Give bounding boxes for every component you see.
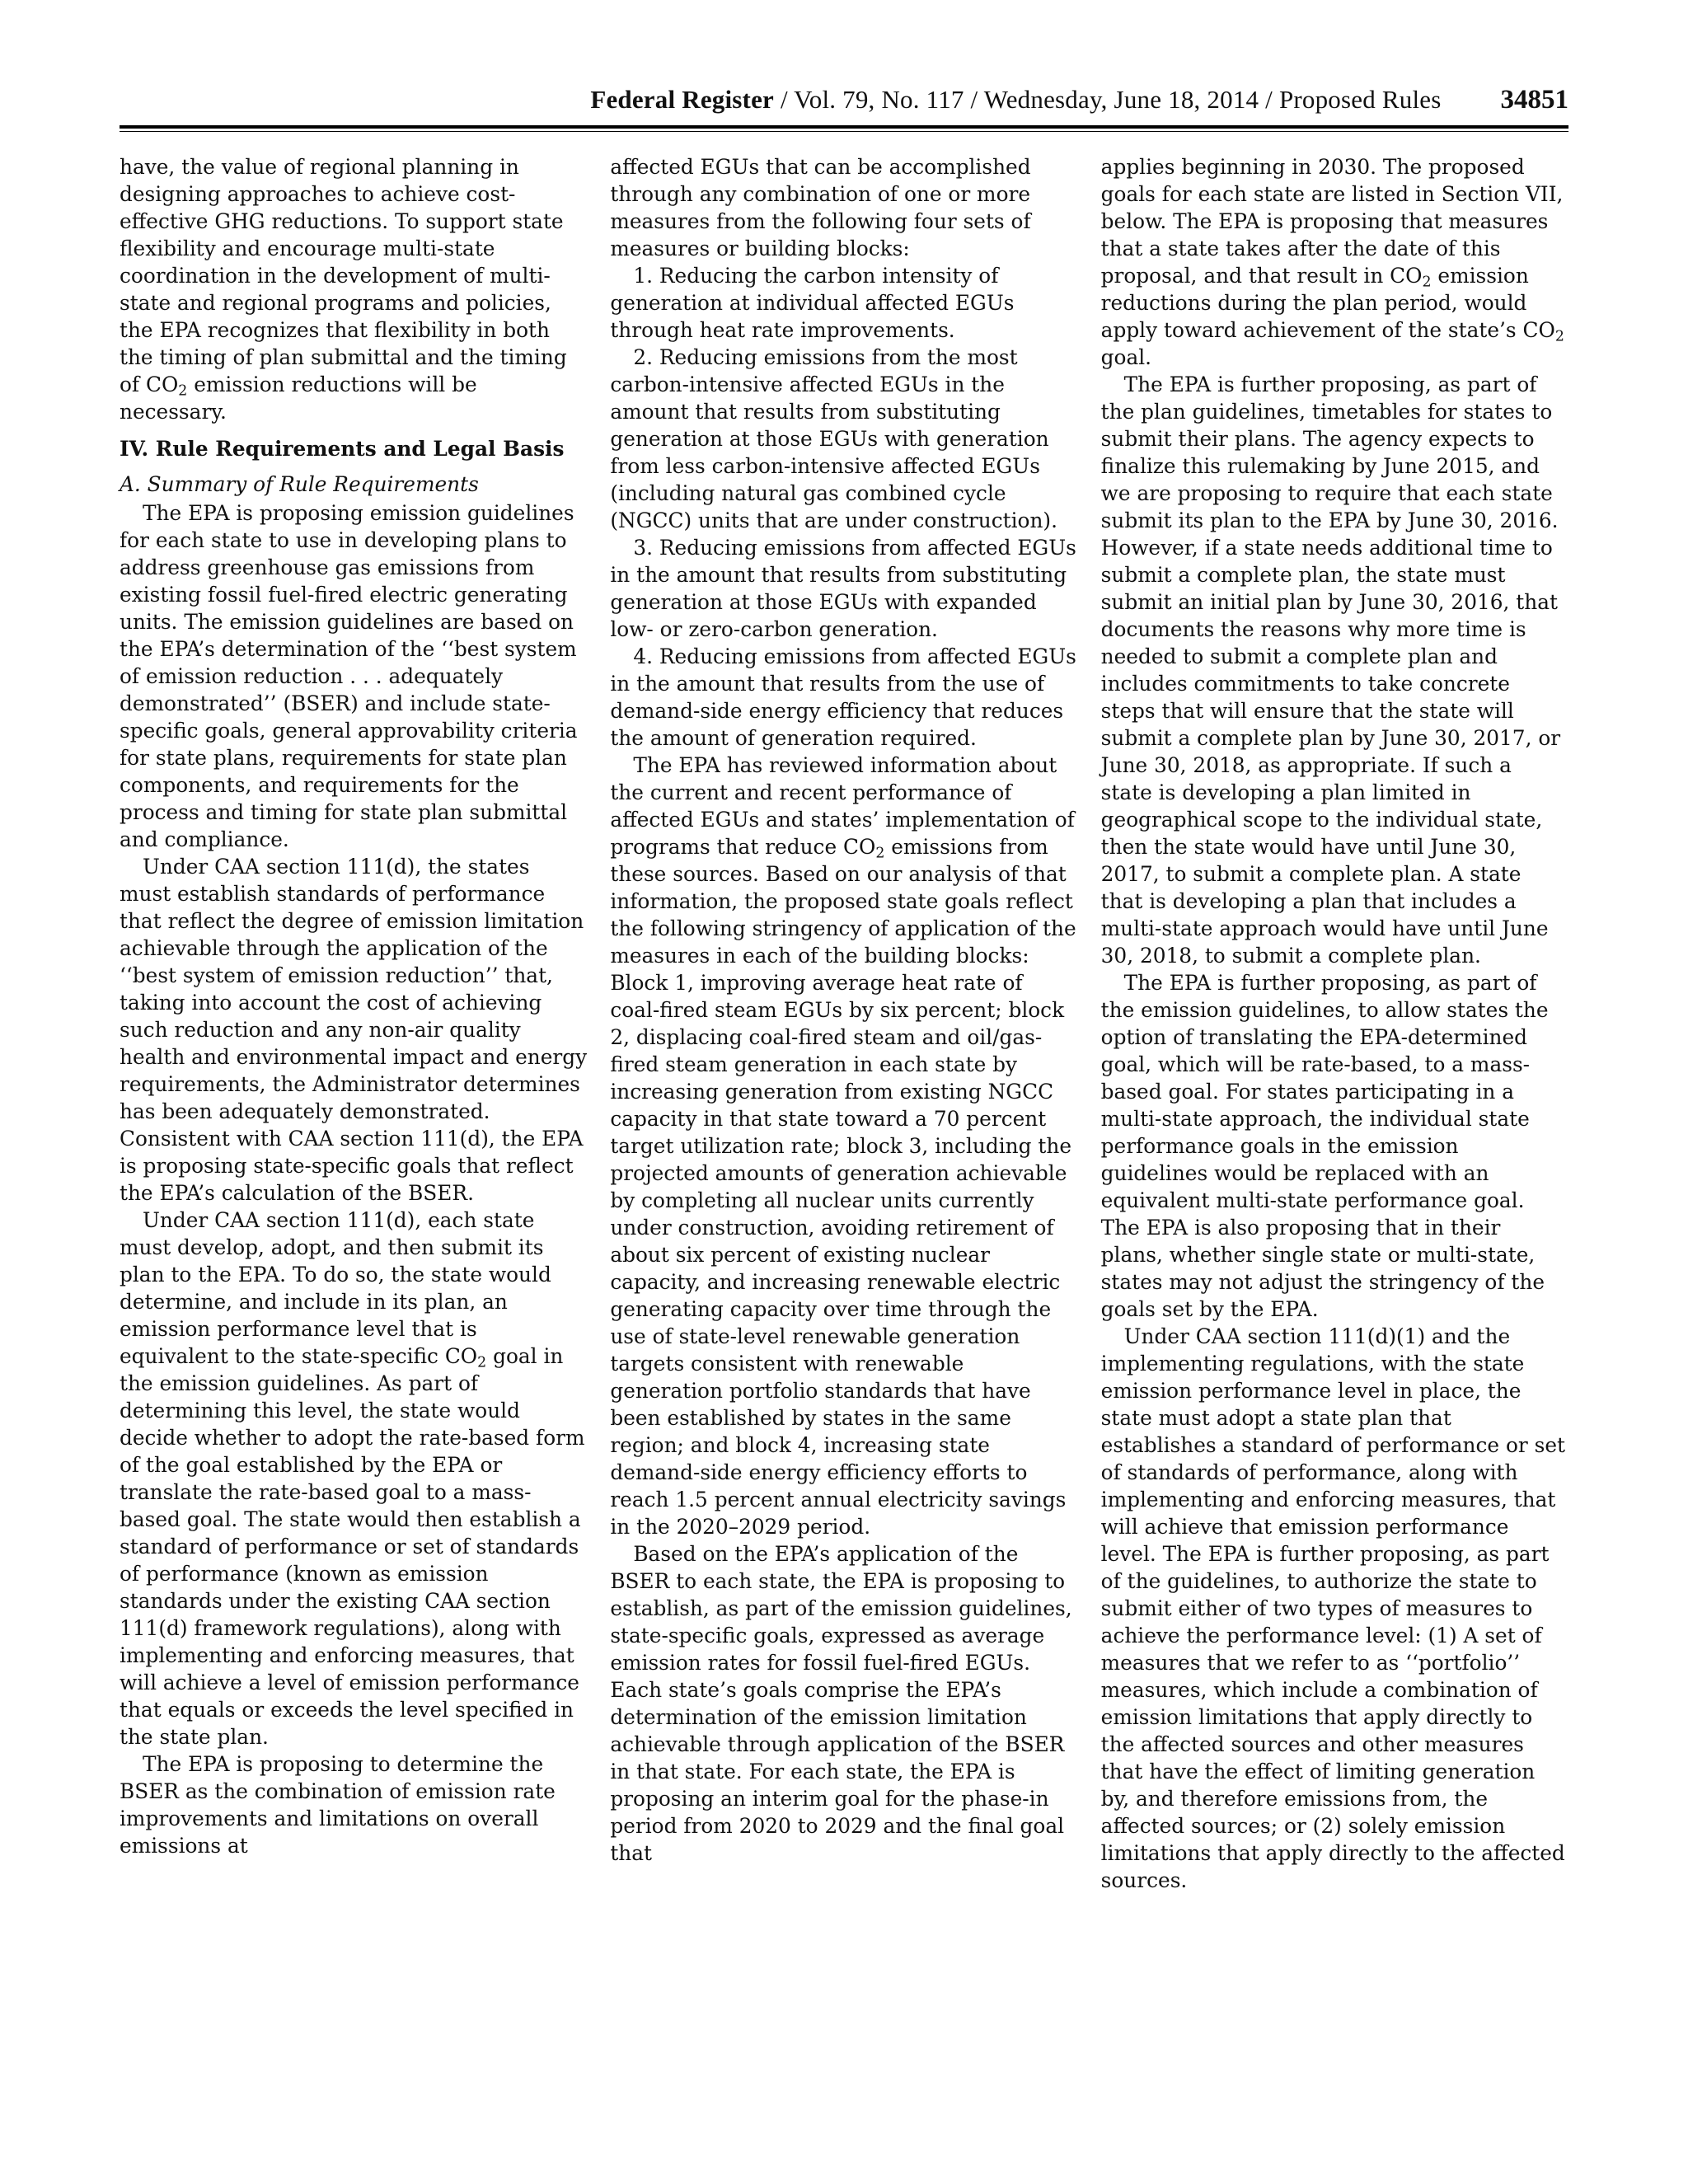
text: emissions from these sources. Based on our analysis of that information, the proposed state goals reflect the following stringency of application of the measures in each of the building blocks: Block 1, improving average heat rate of coal-fired steam EGUs by six percent; block 2, displacing coal-fired steam and oil/gas-fired steam generation in each state by increasing generation from existing NGCC capacity in that state toward a 70 percent target utilization rate; block 3, including the projected amounts of generation achievable by completing all nuclear units currently under construction, avoiding retirement of about six percent of existing nuclear capacity, and increasing renewable electric generating capacity over time through the use of state-level renewable generation targets consistent with renewable generation portfolio standards that have been established by states in the same region; and block 4, increasing state demand-side energy efficiency efforts to reach 1.5 percent annual electricity savings in the 2020–2029 period. (610, 835, 1076, 1539)
paragraph: affected EGUs that can be accomplished through any combination of one or more measures from the following four sets of measures or building blocks: (610, 155, 1031, 260)
paragraph: Under CAA section 111(d), the states must establish standards of performance that reflect the degree of emission limitation achievable through the application of the ‘‘best system of emission reduction’’ that, taking into account the cost of achieving such reduction and any non-air quality health and environmental impact and energy requirements, the Administrator determines has been adequately demonstrated. Consistent with CAA section 111(d), the EPA is proposing state-specific goals that reflect the EPA’s calculation of the BSER. (120, 855, 588, 1205)
subscript: 2 (1422, 274, 1432, 291)
text: goal in the emission guidelines. As part of determining this level, the state would decide whether to adopt the rate-based form of the goal established by the EPA or translate the rate-based goal to a mass-based goal. The state would then establish a standard of performance or set of standards of performance (known as emission standards under the existing CAA section 111(d) framework regulations), along with implementing and enforcing measures, that will achieve a level of emission performance that equals or exceeds the level specified in the state plan. (120, 1344, 585, 1749)
subscript: 2 (178, 382, 188, 400)
text: Under CAA section 111(d), each state must develop, adopt, and then submit its plan to the EPA. To do so, the state would determine, and include in its plan, an emission performance level that is equivalent to the state-specific CO (120, 1208, 551, 1368)
subscript: 2 (1554, 328, 1564, 345)
paragraph: Based on the EPA’s application of the BSER to each state, the EPA is proposing to establish, as part of the emission guidelines, state-specific goals, expressed as average emission rates for fossil fuel-fired EGUs. Each state’s goals comprise the EPA’s determination of the emission limitation achievable through application of the BSER in that state. For each state, the EPA is proposing an interim goal for the phase-in period from 2020 to 2029 and the final goal that (610, 1542, 1072, 1865)
paragraph: The EPA is further proposing, as part of the emission guidelines, to allow states the option of translating the EPA-determined goal, which will be rate-based, to a mass-based goal. For states participating in a multi-state approach, the individual state performance goals in the emission guidelines would be replaced with an equivalent multi-state performance goal. The EPA is also proposing that in their plans, whether single state or multi-state, states may not adjust the stringency of the goals set by the EPA. (1100, 971, 1549, 1321)
section-heading: IV. Rule Requirements and Legal Basis (120, 437, 565, 461)
text: have, the value of regional planning in designing approaches to achieve cost-effective GHG reductions. To support state flexibility and encourage multi-state coordination in the development of multi-state and regional programs and policies, the EPA recognizes that flexibility in both the timing of plan submittal and the timing of CO (120, 155, 567, 396)
list-item: 3. Reducing emissions from affected EGUs in the amount that results from substituting generation at those EGUs with expanded low- or zero-carbon generation. (610, 536, 1076, 641)
subsection-heading: A. Summary of Rule Requirements (120, 472, 479, 496)
body-columns (120, 153, 1568, 1894)
paragraph: The EPA is proposing to determine the BSER as the combination of emission rate improvements and limitations on overall emissions at (120, 1752, 556, 1858)
paragraph: Under CAA section 111(d)(1) and the implementing regulations, with the state emission performance level in place, the state must adopt a state plan that establishes a standard of performance or set of standards of performance, along with implementing and enforcing measures, that will achieve that emission performance level. The EPA is further proposing, as part of the guidelines, to authorize the state to submit either of two types of measures to achieve the performance level: (1) A set of measures that we refer to as ‘‘portfolio’’ measures, which include a combination of emission limitations that apply directly to the affected sources and other measures that have the effect of limiting generation by, and therefore emissions from, the affected sources; or (2) solely emission limitations that apply directly to the affected sources. (1100, 1324, 1565, 1892)
paragraph: The EPA is further proposing, as part of the plan guidelines, timetables for states to submit their plans. The agency expects to finalize this rulemaking by June 2015, and we are proposing to require that each state submit its plan to the EPA by June 30, 2016. However, if a state needs additional time to submit a complete plan, the state must submit an initial plan by June 30, 2016, that documents the reasons why more time is needed to submit a complete plan and includes commitments to take concrete steps that will ensure that the state will submit a complete plan by June 30, 2017, or June 30, 2018, as appropriate. If such a state is developing a plan limited in geographical scope to the individual state, then the state would have until June 30, 2017, to submit a complete plan. A state that is developing a plan that includes a multi-state approach would have until June 30, 2018, to submit a complete plan. (1100, 373, 1561, 968)
issue-info: / Vol. 79, No. 117 / Wednesday, June 18, 2014 / Proposed Rules (774, 85, 1442, 114)
publication-title: Federal Register (590, 85, 774, 114)
header-rule-thick (120, 125, 1568, 129)
list-item: 4. Reducing emissions from affected EGUs in the amount that results from the use of demand-side energy efficiency that reduces the amount of generation required. (610, 644, 1076, 750)
column-2 (610, 153, 1077, 1894)
paragraph (120, 1207, 587, 1750)
paragraph: The EPA is proposing emission guidelines for each state to use in developing plans to address greenhouse gas emissions from existing fossil fuel-fired electric generating units. The emission guidelines are based on the EPA’s determination of the ‘‘best system of emission reduction . . . adequately demonstrated’’ (BSER) and include state-specific goals, general approvability criteria for state plans, requirements for state plan components, and requirements for the process and timing for state plan submittal and compliance. (120, 501, 578, 851)
list-item: 2. Reducing emissions from the most carbon-intensive affected EGUs in the amount that results from substituting generation at those EGUs with generation from less carbon-intensive affected EGUs (including natural gas combined cycle (NGCC) units that are under construction). (610, 345, 1057, 532)
subscript: 2 (875, 845, 885, 862)
text: applies beginning in 2030. The proposed goals for each state are listed in Section VII, below. The EPA is proposing that measures that a state takes after the date of this proposal, and that result in CO (1100, 155, 1564, 288)
header-citation (120, 76, 1501, 124)
column-3 (1101, 153, 1568, 1894)
paragraph (1101, 153, 1568, 371)
paragraph (610, 752, 1077, 1540)
text: The EPA has reviewed information about the current and recent performance of affected EGUs and states’ implementation of programs that reduce CO (610, 753, 1075, 859)
header-rule-thin (120, 131, 1568, 132)
column-1 (120, 153, 587, 1894)
list-item: 1. Reducing the carbon intensity of generation at individual affected EGUs through heat rate improvements. (610, 264, 1015, 342)
text: emission reductions will be necessary. (120, 373, 477, 424)
text: emission reductions during the plan period, would apply toward achievement of the state’s CO (1100, 264, 1555, 342)
subscript: 2 (477, 1354, 487, 1371)
page-header (120, 76, 1568, 124)
page-number: 34851 (1500, 85, 1568, 115)
paragraph (120, 153, 587, 425)
text: goal. (1100, 345, 1152, 369)
